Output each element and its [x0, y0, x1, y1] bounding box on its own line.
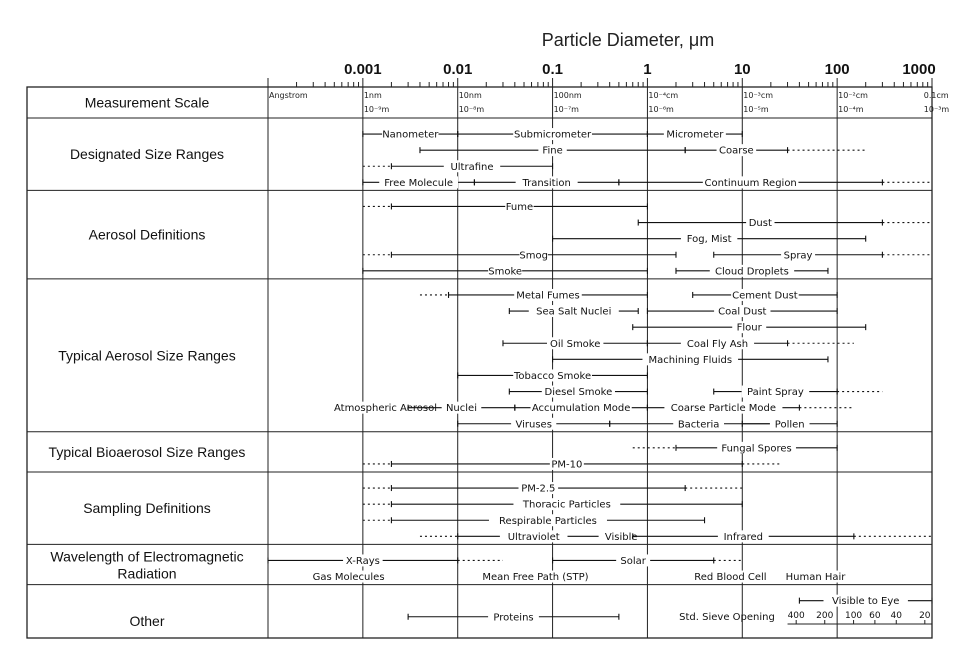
range-label: Paint Spray: [747, 387, 804, 399]
range-label: Micrometer: [666, 129, 724, 141]
category-label: Aerosol Definitions: [88, 226, 206, 243]
sieve-mesh-label: 200: [816, 611, 834, 621]
unit-scale: [269, 91, 949, 114]
range-label: Bacteria: [677, 419, 720, 431]
x-axis: [268, 61, 936, 87]
sieve-label: Std. Sieve Opening: [679, 612, 775, 623]
range-label: Transition: [522, 177, 571, 189]
x-tick-label: 0.01: [443, 61, 473, 78]
range-label: Nuclei: [445, 403, 477, 415]
range-label: Cement Dust: [732, 290, 798, 302]
x-tick-label: 1: [643, 61, 652, 78]
range-label: Ultrafine: [450, 161, 494, 173]
range-label: Sea Salt Nuclei: [536, 306, 612, 318]
range-label: Metal Fumes: [516, 290, 580, 302]
unit-label: 0.1cm: [923, 91, 949, 100]
x-tick-label: 100: [824, 61, 850, 78]
range-label: Thoracic Particles: [522, 499, 611, 511]
range-label: Continuum Region: [704, 177, 797, 189]
x-tick-label: 1000: [902, 61, 936, 78]
range-label: Fungal Spores: [721, 443, 792, 455]
sieve-mesh-label: 20: [919, 611, 931, 621]
range-label: Diesel Smoke: [544, 387, 613, 399]
range-label: Accumulation Mode: [531, 403, 631, 415]
unit-label: 10⁻⁸m: [458, 105, 485, 114]
range-label: Tobacco Smoke: [514, 370, 592, 382]
unit-label: 10⁻²cm: [838, 91, 868, 100]
sieve-mesh-label: 100: [844, 611, 863, 621]
range-label: Coal Dust: [718, 306, 767, 318]
range-label: Machining Fluids: [648, 354, 733, 366]
range-label: Visible: [604, 531, 638, 543]
range-label: Spray: [783, 250, 813, 262]
range-label: Visible to Eye: [831, 596, 900, 608]
range-label: Atmospheric Aerosol: [333, 403, 437, 415]
range-label: Coarse Particle Mode: [670, 403, 777, 415]
range-label: PM-10: [551, 459, 583, 471]
sieve-mesh-label: 40: [890, 611, 902, 621]
x-tick-label: 10: [733, 61, 751, 78]
unit-label: 10⁻³cm: [743, 91, 774, 100]
category-label: Other: [129, 612, 165, 629]
range-label: Red Blood Cell: [694, 572, 767, 584]
range-label: Human Hair: [785, 572, 846, 584]
range-label: Fine: [542, 145, 563, 157]
range-label: Coarse: [719, 145, 754, 157]
range-label: Cloud Droplets: [715, 266, 789, 278]
x-tick-label: 0.001: [344, 61, 382, 78]
range-label: Respirable Particles: [499, 515, 597, 527]
category-label: Radiation: [117, 565, 177, 582]
range-label: Submicrometer: [514, 129, 592, 141]
range-label: X-Rays: [345, 555, 380, 567]
range-label: Mean Free Path (STP): [482, 572, 589, 584]
unit-label: Angstrom: [269, 91, 308, 100]
unit-label: 10⁻⁴cm: [648, 91, 679, 100]
unit-label: 10⁻⁷m: [553, 105, 579, 114]
range-label: Dust: [748, 218, 772, 230]
range-label: Smog: [519, 250, 548, 262]
unit-label: 10⁻³m: [923, 105, 950, 114]
unit-label: 10⁻⁵m: [743, 105, 769, 114]
category-label: Typical Aerosol Size Ranges: [58, 347, 236, 364]
unit-label: 1nm: [363, 91, 382, 100]
unit-label: 10⁻⁹m: [363, 105, 390, 114]
range-label: Oil Smoke: [549, 338, 601, 350]
unit-label: 10nm: [458, 91, 482, 100]
range-label: Flour: [736, 322, 762, 334]
category-label: Designated Size Ranges: [69, 146, 225, 163]
range-label: Viruses: [515, 419, 552, 431]
range-bars: [268, 128, 932, 623]
range-label: Infrared: [723, 531, 764, 543]
range-label: Gas Molecules: [312, 572, 385, 584]
unit-label: 100nm: [553, 91, 582, 100]
category-label: Sampling Definitions: [83, 500, 211, 517]
range-label: Fume: [505, 201, 534, 213]
range-label: Nanometer: [382, 129, 439, 141]
unit-label: 10⁻⁶m: [648, 105, 674, 114]
range-label: Fog, Mist: [686, 234, 732, 246]
chart-title: Particle Diameter, μm: [541, 30, 715, 50]
range-label: Proteins: [493, 612, 534, 624]
x-tick-label: 0.1: [542, 61, 564, 78]
range-label: Free Molecule: [384, 177, 454, 189]
sieve-scale: [679, 611, 932, 624]
sieve-mesh-label: 60: [869, 611, 881, 621]
category-label: Typical Bioaerosol Size Ranges: [48, 443, 246, 460]
range-label: Solar: [620, 555, 646, 567]
category-label: Wavelength of Electromagnetic: [50, 548, 244, 565]
range-label: Smoke: [488, 266, 523, 278]
unit-label: 10⁻⁴m: [838, 105, 864, 114]
category-labels: [49, 95, 246, 629]
sieve-mesh-label: 400: [787, 611, 805, 621]
category-label: Measurement Scale: [84, 94, 210, 111]
range-label: Coal Fly Ash: [686, 338, 749, 350]
range-label: Pollen: [774, 419, 805, 431]
range-label: PM-2.5: [521, 483, 556, 495]
range-label: Ultraviolet: [507, 531, 560, 543]
